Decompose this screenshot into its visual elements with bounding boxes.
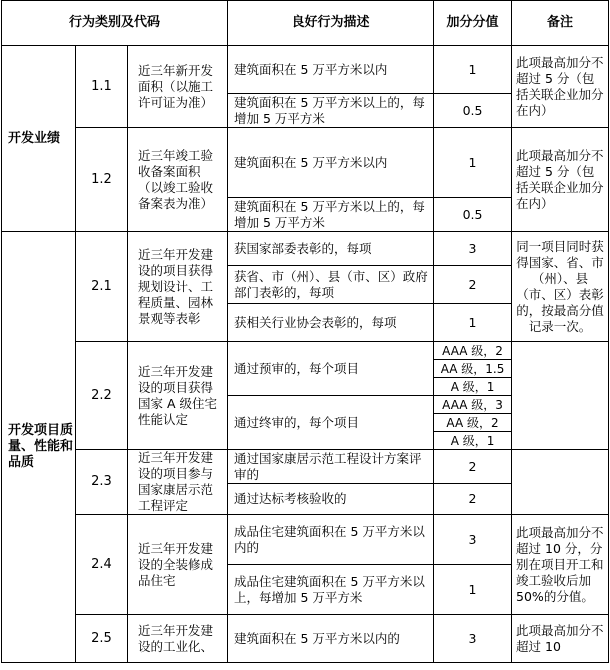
remark-cell: 此项最高加分不超过 5 分（包括关联企业加分在内） — [512, 46, 609, 128]
table-row — [2, 232, 609, 266]
item-cell: 近三年开发建设的项目参与国家康居示范工程评定 — [128, 450, 228, 515]
description-cell: 通过预审的，每个项目 — [228, 342, 434, 396]
description-cell: 获相关行业协会表彰的，每项 — [228, 304, 434, 342]
description-cell: 成品住宅建筑面积在 5 万平方米以上，每增加 5 万平方米 — [228, 565, 434, 615]
score-cell: 3 — [434, 615, 512, 663]
score-cell: 2 — [434, 484, 512, 515]
header-row — [2, 1, 609, 46]
item-cell: 近三年开发建设的工业化、 — [128, 615, 228, 663]
score-cell: 1 — [434, 46, 512, 94]
score-cell: 1 — [434, 304, 512, 342]
score-cell: 3 — [434, 515, 512, 565]
description-cell: 建筑面积在 5 万平方米以上的，每增加 5 万平方米 — [228, 198, 434, 232]
score-cell: 1 — [434, 128, 512, 198]
description-cell: 获省、市（州）、县（市、区）政府部门表彰的，每项 — [228, 266, 434, 304]
score-cell: 0.5 — [434, 94, 512, 128]
header-remark: 备注 — [512, 1, 609, 46]
description-cell: 建筑面积在 5 万平方米以内的 — [228, 615, 434, 663]
remark-cell: 同一项目同时获得国家、省、市（州）、县（市、区）表彰的，按最高分值记录一次。 — [512, 232, 609, 342]
code-cell: 2.4 — [76, 515, 128, 615]
subscore-cell: AA 级，1.5 — [434, 360, 512, 378]
header-description: 良好行为描述 — [228, 1, 434, 46]
table-row — [2, 615, 609, 663]
table-row — [2, 342, 609, 360]
description-cell: 获国家部委表彰的，每项 — [228, 232, 434, 266]
table-row — [2, 128, 609, 198]
description-cell: 建筑面积在 5 万平方米以上的，每增加 5 万平方米 — [228, 94, 434, 128]
score-cell: 2 — [434, 266, 512, 304]
description-cell: 建筑面积在 5 万平方米以内 — [228, 46, 434, 94]
subscore-cell: AA 级，2 — [434, 414, 512, 432]
behavior-score-table — [1, 0, 609, 663]
item-cell: 近三年竣工验收备案面积（以竣工验收备案表为准） — [128, 128, 228, 232]
code-cell: 2.1 — [76, 232, 128, 342]
remark-cell: 此项最高加分不超过 10 — [512, 615, 609, 663]
remark-cell: 此项最高加分不超过 5 分（包括关联企业加分在内） — [512, 128, 609, 232]
table-row — [2, 515, 609, 565]
header-category: 行为类别及代码 — [2, 1, 228, 46]
table-row — [2, 46, 609, 94]
description-cell: 建筑面积在 5 万平方米以内 — [228, 128, 434, 198]
category-cell: 开发项目质量、性能和品质 — [2, 232, 76, 663]
description-cell: 成品住宅建筑面积在 5 万平方米以内的 — [228, 515, 434, 565]
item-cell: 近三年新开发面积（以施工许可证为准） — [128, 46, 228, 128]
subscore-cell: A 级，1 — [434, 432, 512, 450]
code-cell: 2.3 — [76, 450, 128, 515]
score-cell: 0.5 — [434, 198, 512, 232]
item-cell: 近三年开发建设的全装修成品住宅 — [128, 515, 228, 615]
subscore-cell: AAA 级，2 — [434, 342, 512, 360]
item-cell: 近三年开发建设的项目获得规划设计、工程质量、园林景观等表彰 — [128, 232, 228, 342]
category-cell: 开发业绩 — [2, 46, 76, 232]
score-cell: 1 — [434, 565, 512, 615]
remark-cell — [512, 342, 609, 450]
table-row — [2, 450, 609, 484]
description-cell: 通过终审的，每个项目 — [228, 396, 434, 450]
code-cell: 2.5 — [76, 615, 128, 663]
header-score: 加分分值 — [434, 1, 512, 46]
code-cell: 1.2 — [76, 128, 128, 232]
score-cell: 2 — [434, 450, 512, 484]
description-cell: 通过达标考核验收的 — [228, 484, 434, 515]
code-cell: 2.2 — [76, 342, 128, 450]
remark-cell — [512, 450, 609, 515]
subscore-cell: A 级，1 — [434, 378, 512, 396]
item-cell: 近三年开发建设的项目获得国家 A 级住宅性能认定 — [128, 342, 228, 450]
code-cell: 1.1 — [76, 46, 128, 128]
subscore-cell: AAA 级，3 — [434, 396, 512, 414]
score-cell: 3 — [434, 232, 512, 266]
description-cell: 通过国家康居示范工程设计方案评审的 — [228, 450, 434, 484]
remark-cell: 此项最高加分不超过 10 分，分别在项目开工和竣工验收后加 50%的分值。 — [512, 515, 609, 615]
